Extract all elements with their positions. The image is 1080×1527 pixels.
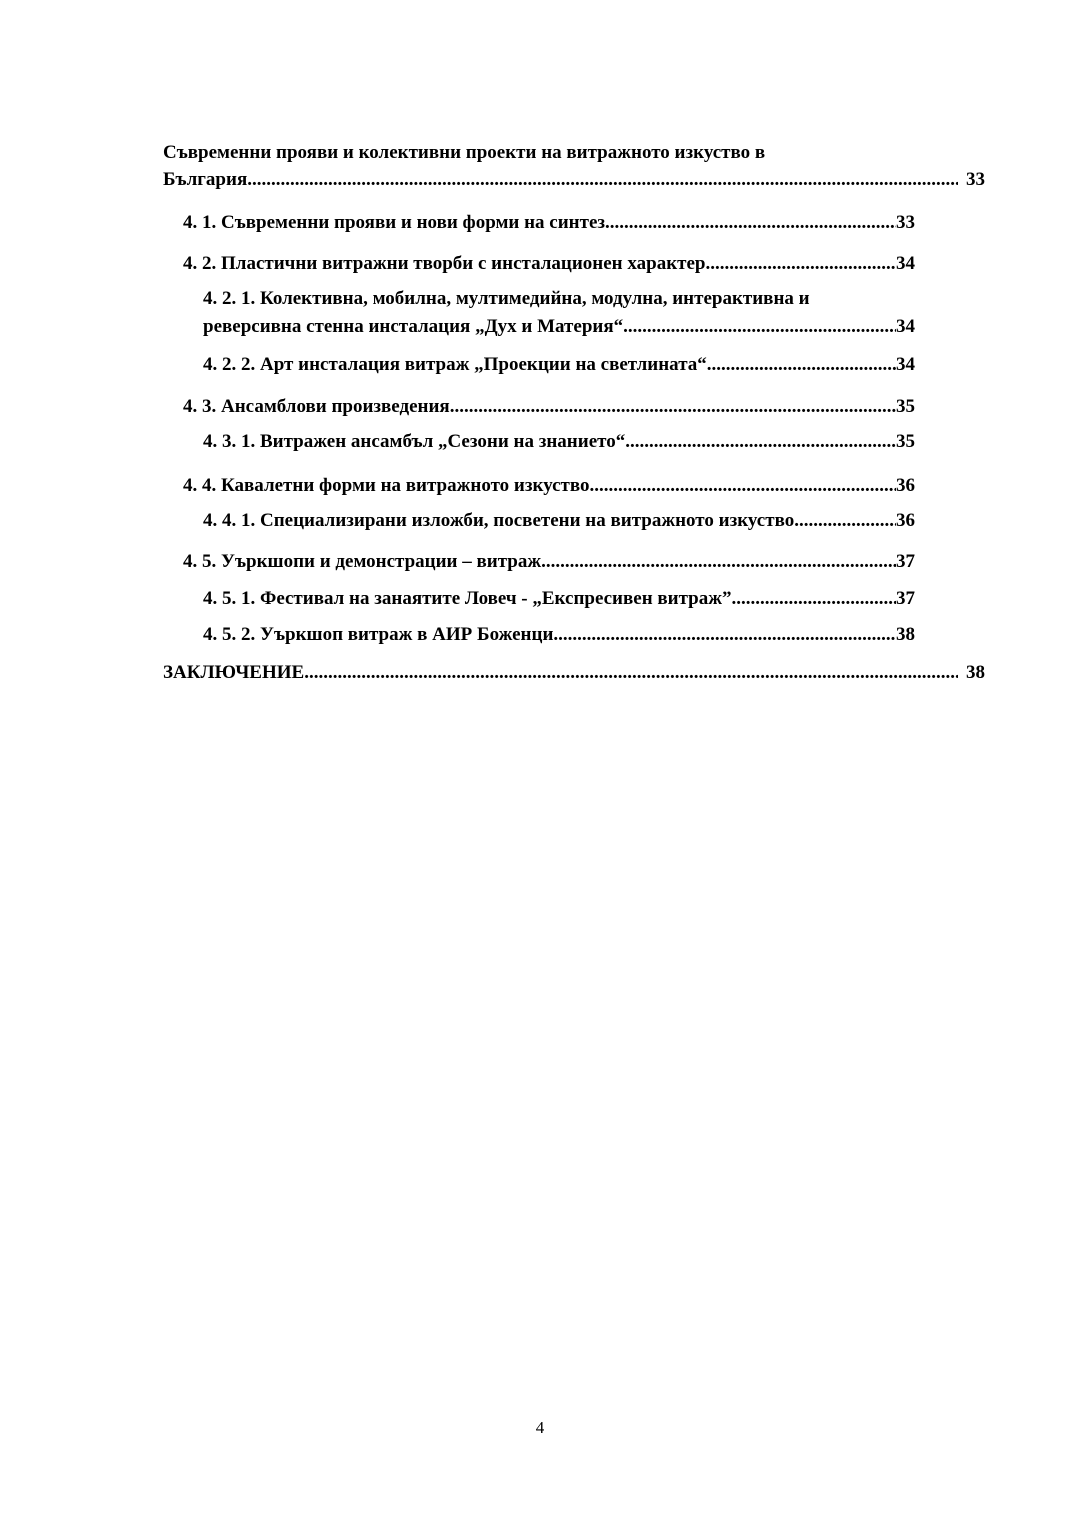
toc-entry-text: 4. 5. 2. Уъркшоп витраж в АИР Боженци — [203, 624, 554, 645]
toc-entry-4-2-1-line1[interactable]: 4. 2. 1. Колективна, мобилна, мултимедийна, модулна, интерактивна и — [203, 288, 810, 309]
toc-entry-text: 4. 4. 1. Специализирани изложби, посветени на витражното изкуство — [203, 510, 795, 531]
toc-entry-4-4-1[interactable] — [203, 509, 915, 533]
toc-page-number: 34 — [896, 253, 915, 274]
toc-chapter-title-line1[interactable]: Съвременни прояви и колективни проекти на витражното изкуство в — [163, 142, 766, 163]
toc-leader-dots — [707, 353, 896, 377]
toc-leader-dots — [794, 509, 896, 533]
toc-page-number: 36 — [896, 510, 915, 531]
toc-page-number: 35 — [896, 396, 915, 417]
toc-entry-text: 4. 5. 1. Фестивал на занаятите Ловеч - „Експресивен витраж” — [203, 588, 732, 609]
toc-page-number: 33 — [966, 169, 985, 190]
toc-entry-4-4[interactable] — [183, 474, 915, 498]
toc-entry-text: 4. 3. Ансамблови произведения — [183, 396, 450, 417]
toc-leader-dots — [304, 661, 958, 685]
toc-leader-dots — [732, 587, 896, 611]
toc-page-number: 34 — [896, 316, 915, 337]
toc-entry-text: 4. 2. 2. Арт инсталация витраж „Проекции на светлината“ — [203, 354, 707, 375]
toc-entry-4-3-1[interactable] — [203, 430, 915, 454]
toc-leader-dots — [623, 315, 896, 339]
toc-page-number: 35 — [896, 431, 915, 452]
toc-leader-dots — [553, 623, 896, 647]
toc-leader-dots — [590, 474, 896, 498]
toc-page-number: 33 — [896, 212, 915, 233]
toc-page-number: 37 — [896, 551, 915, 572]
toc-entry-4-3[interactable] — [183, 395, 915, 419]
toc-entry-text: реверсивна стенна инсталация „Дух и Материя“ — [203, 316, 624, 337]
toc-entry-text: България — [163, 169, 248, 190]
toc-entry-4-1[interactable] — [183, 211, 915, 235]
toc-page-number: 36 — [896, 475, 915, 496]
toc-chapter-entry[interactable] — [163, 168, 985, 192]
toc-entry-text: ЗАКЛЮЧЕНИЕ — [163, 662, 305, 683]
footer-page-number: 4 — [535, 1418, 545, 1437]
toc-leader-dots — [247, 168, 958, 192]
toc-entry-text: 4. 2. Пластични витражни творби с инсталационен характер — [183, 253, 706, 274]
toc-leader-dots — [625, 430, 896, 454]
toc-entry-4-2-1[interactable] — [203, 315, 915, 339]
toc-entry-4-5-2[interactable] — [203, 623, 915, 647]
toc-entry-text: 4. 5. Уъркшопи и демонстрации – витраж — [183, 551, 542, 572]
toc-page-number: 38 — [966, 662, 985, 683]
toc-leader-dots — [605, 211, 896, 235]
toc-entry-text: 4. 1. Съвременни прояви и нови форми на синтез — [183, 212, 606, 233]
toc-page-number: 37 — [896, 588, 915, 609]
toc-entry-4-2[interactable] — [183, 252, 915, 276]
toc-entry-4-2-2[interactable] — [203, 353, 915, 377]
toc-entry-text: 4. 4. Кавалетни форми на витражното изкуство — [183, 475, 590, 496]
toc-entry-4-5[interactable] — [183, 550, 915, 574]
toc-leader-dots — [541, 550, 896, 574]
toc-page-number: 38 — [896, 624, 915, 645]
toc-entry-conclusion[interactable] — [163, 661, 985, 685]
toc-leader-dots — [705, 252, 896, 276]
toc-page-number: 34 — [896, 354, 915, 375]
toc-leader-dots — [450, 395, 896, 419]
toc-entry-4-5-1[interactable] — [203, 587, 915, 611]
toc-entry-text: 4. 3. 1. Витражен ансамбъл „Сезони на знанието“ — [203, 431, 626, 452]
